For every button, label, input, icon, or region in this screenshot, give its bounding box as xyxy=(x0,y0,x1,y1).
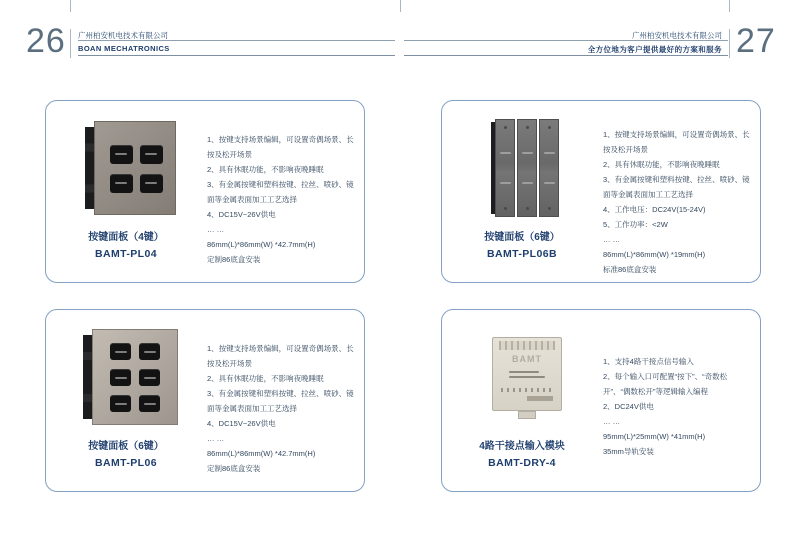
button-label-mark xyxy=(115,403,127,405)
rocker-6-panel-image xyxy=(491,119,563,217)
spec-line: … … xyxy=(207,225,225,234)
rocker-key xyxy=(539,119,559,217)
spec-line: 3、有金属按键和塑料按键、拉丝、喷砂、镜面等金属表面加工工艺选择 xyxy=(207,389,354,413)
spec-line: 2、DC24V供电 xyxy=(603,402,654,411)
keypad-button xyxy=(139,369,160,386)
button-label-mark xyxy=(115,182,127,184)
product-image-wrap xyxy=(454,322,600,432)
product-image-wrap xyxy=(454,113,600,223)
rocker-key xyxy=(495,119,515,217)
spec-line: 2、每个输入口可配置“按下”、“奇数松开”、“偶数松开”等逻辑输入编程 xyxy=(603,372,728,396)
keypad-button xyxy=(140,145,163,164)
spec-list xyxy=(603,127,753,277)
indicator-dot xyxy=(526,126,529,129)
keypad-button xyxy=(139,395,160,412)
button-label-mark xyxy=(145,153,157,155)
key-label-mark xyxy=(500,182,511,184)
module-body xyxy=(492,337,562,411)
spec-line: 2、具有休眠功能，不影响夜晚睡眠 xyxy=(207,165,324,174)
indicator-dot xyxy=(504,126,507,129)
header-rule xyxy=(78,55,395,56)
keypad-6-panel-image xyxy=(83,329,179,425)
key-label-mark xyxy=(544,182,555,184)
panel-face xyxy=(94,121,176,215)
keypad-button xyxy=(110,174,133,193)
product-image-wrap xyxy=(58,113,204,223)
company-name-cn-right: 广州柏安机电技术有限公司 xyxy=(632,31,722,40)
keypad-button xyxy=(110,145,133,164)
terminal-row xyxy=(501,388,553,392)
button-label-mark xyxy=(144,351,156,353)
spec-line: 2、具有休眠功能，不影响夜晚睡眠 xyxy=(603,160,720,169)
product-model: BAMT-PL06B xyxy=(487,248,557,260)
spec-line: 定制86底盒安装 xyxy=(207,255,261,264)
page-number-right: 27 xyxy=(736,22,776,60)
keypad-button xyxy=(110,343,131,360)
spec-line: 4、DC15V~26V供电 xyxy=(207,210,276,219)
button-label-mark xyxy=(115,351,127,353)
company-name-en: BOAN MECHATRONICS xyxy=(78,44,170,53)
rocker-key xyxy=(517,119,537,217)
spec-line: … … xyxy=(207,434,225,443)
spec-line: … … xyxy=(603,235,621,244)
keypad-4-panel-image xyxy=(85,121,177,215)
header-rule xyxy=(404,40,728,41)
spec-line: 4、DC15V~26V供电 xyxy=(207,419,276,428)
page-number-left: 26 xyxy=(26,22,66,60)
product-name: 按键面板（6键） xyxy=(484,232,560,243)
product-image-wrap xyxy=(58,322,204,432)
module-logo-text: BAMT xyxy=(512,354,542,364)
page-number-divider-right xyxy=(729,29,730,58)
keypad-button xyxy=(139,343,160,360)
keypad-button xyxy=(110,369,131,386)
product-name: 按键面板（6键） xyxy=(88,441,164,452)
key-label-mark xyxy=(522,182,533,184)
key-label-mark xyxy=(522,152,533,154)
spec-line: … … xyxy=(603,417,621,426)
button-label-mark xyxy=(115,153,127,155)
indicator-dot xyxy=(548,207,551,210)
product-card-bamt-pl04 xyxy=(45,100,365,283)
indicator-dot xyxy=(526,207,529,210)
vent-slots xyxy=(499,341,555,350)
keypad-button xyxy=(110,395,131,412)
module-tag xyxy=(527,396,553,401)
product-model: BAMT-PL06 xyxy=(95,457,157,469)
key-label-mark xyxy=(500,152,511,154)
product-name: 按键面板（4键） xyxy=(88,232,164,243)
header-rule xyxy=(404,55,728,56)
top-crop-mark-right xyxy=(729,0,730,12)
spec-line: 3、有金属按键和塑料按键、拉丝、喷砂、镜面等金属表面加工工艺选择 xyxy=(207,180,354,204)
keypad-button xyxy=(140,174,163,193)
din-rail-clip xyxy=(518,411,536,419)
spec-line: 定制86底盒安装 xyxy=(207,464,261,473)
spec-line: 4、工作电压：DC24V(15-24V) xyxy=(603,205,706,214)
spec-line: 1、按键支持场景编辑，可设置奇偶场景、长按及松开场景 xyxy=(207,344,354,368)
module-label-mark xyxy=(509,376,545,378)
indicator-dot xyxy=(548,126,551,129)
product-card-bamt-dry-4 xyxy=(441,309,761,492)
button-label-mark xyxy=(144,377,156,379)
page-number-divider-left xyxy=(70,29,71,58)
spec-line: 3、有金属按键和塑料按键、拉丝、喷砂、镜面等金属表面加工工艺选择 xyxy=(603,175,750,199)
company-name-cn-left: 广州柏安机电技术有限公司 xyxy=(78,31,168,40)
button-label-mark xyxy=(115,377,127,379)
button-label-mark xyxy=(144,403,156,405)
spec-list xyxy=(207,132,357,267)
spec-line: 标准86底盒安装 xyxy=(603,265,657,274)
spec-line: 1、按键支持场景编辑，可设置奇偶场景、长按及松开场景 xyxy=(207,135,354,159)
product-card-bamt-pl06 xyxy=(45,309,365,492)
spec-line: 35mm导轨安装 xyxy=(603,447,654,456)
key-label-mark xyxy=(544,152,555,154)
panel-face xyxy=(92,329,178,425)
product-model: BAMT-PL04 xyxy=(95,248,157,260)
spec-line: 1、按键支持场景编辑，可设置奇偶场景、长按及松开场景 xyxy=(603,130,750,154)
spec-line: 86mm(L)*86mm(W) *42.7mm(H) xyxy=(207,449,316,458)
button-label-mark xyxy=(145,182,157,184)
indicator-dot xyxy=(504,207,507,210)
spec-line: 1、支持4路干接点信号输入 xyxy=(603,357,694,366)
spec-line: 86mm(L)*86mm(W) *42.7mm(H) xyxy=(207,240,316,249)
din-rail-module-image xyxy=(488,335,566,419)
header-tagline: 全方位地为客户提供最好的方案和服务 xyxy=(587,45,722,54)
module-label-mark xyxy=(509,371,539,373)
product-model: BAMT-DRY-4 xyxy=(488,457,556,469)
header-rule xyxy=(78,40,395,41)
spec-list xyxy=(207,341,357,476)
spec-line: 86mm(L)*86mm(W) *19mm(H) xyxy=(603,250,706,259)
spec-line: 5、工作功率：<2W xyxy=(603,220,668,229)
product-card-bamt-pl06b xyxy=(441,100,761,283)
spec-line: 95mm(L)*25mm(W) *41mm(H) xyxy=(603,432,706,441)
top-crop-mark-left xyxy=(70,0,71,12)
spec-line: 2、具有休眠功能，不影响夜晚睡眠 xyxy=(207,374,324,383)
spec-list xyxy=(603,354,753,459)
product-name: 4路干接点输入模块 xyxy=(479,441,565,452)
top-crop-mark-center xyxy=(400,0,401,12)
